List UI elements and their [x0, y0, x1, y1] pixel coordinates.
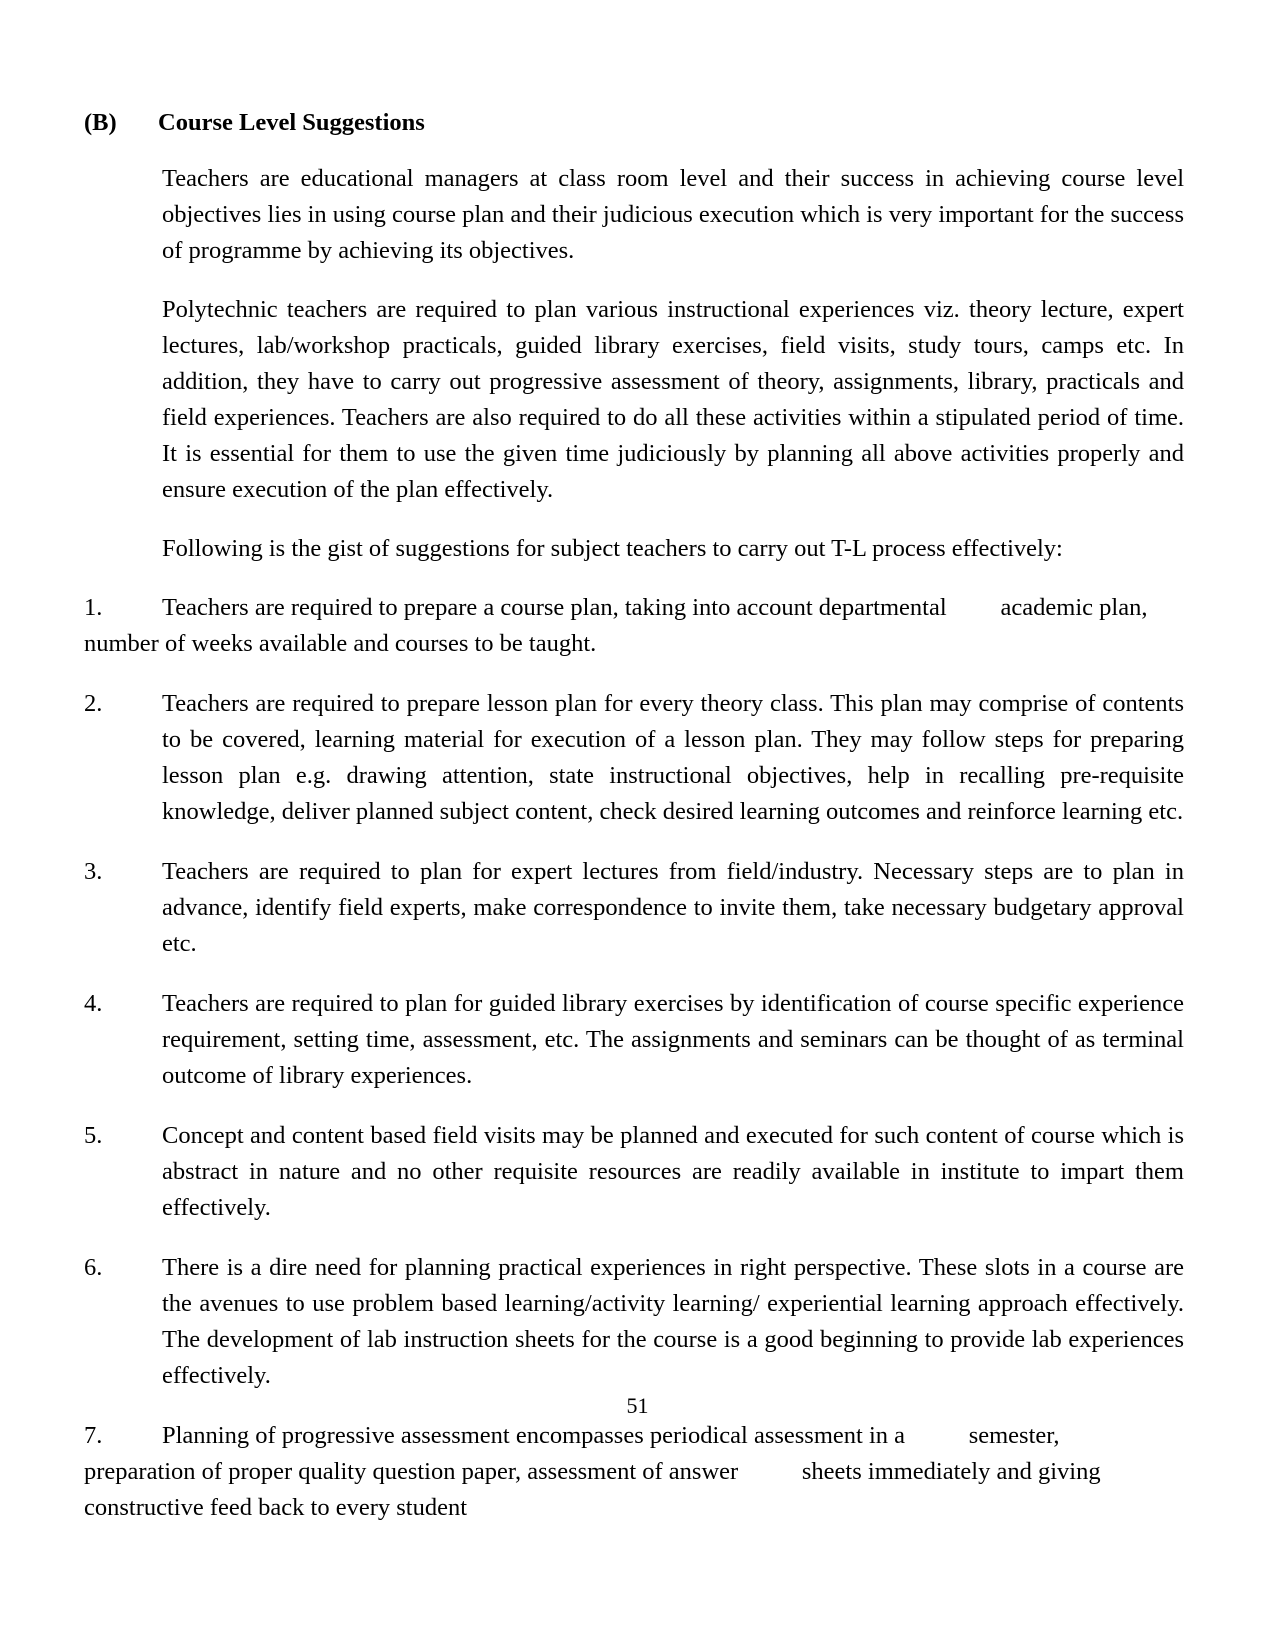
list-item-text: Planning of progressive assessment encompasses periodical assessment in a: [162, 1422, 906, 1450]
list-item-number: 7.: [84, 1422, 103, 1450]
list-item-7: [84, 1418, 1184, 1526]
list-item-2: [84, 686, 1184, 830]
list-item-text: Teachers are required to prepare lesson plan for every theory class. This plan may comprise of contents to be covered, learning material for execution of a lesson plan. They may follow steps for preparing lesson plan e.g. drawing attention, state instructional objectives, help in recalling pre-requisite knowledge, deliver planned subject content, check desired learning outcomes and reinforce learning etc.: [162, 690, 1184, 826]
section-heading: [84, 108, 1184, 137]
list-item-number: 5.: [84, 1122, 103, 1150]
list-item-6: [84, 1250, 1184, 1394]
list-item-text: There is a dire need for planning practical experiences in right perspective. These slots in a course are the avenues to use problem based learning/activity learning/ experiential learning approach effectively. The development of lab instruction sheets for the course is a good beginning to provide lab experiences effectively.: [162, 1254, 1184, 1390]
list-item-4: [84, 986, 1184, 1094]
page-number: 51: [626, 1393, 649, 1418]
page-title: Course Level Suggestions: [158, 109, 425, 136]
list-item-number: 1.: [84, 594, 103, 622]
list-item-text-continued: semester,: [968, 1422, 1060, 1450]
list-item-5: [84, 1118, 1184, 1226]
list-item-3: [84, 854, 1184, 962]
page-content: [84, 108, 1184, 1550]
list-item-text-continued-3: sheets immediately and giving constructive feed back to every student: [84, 1458, 1101, 1522]
list-item-text: Concept and content based field visits may be planned and executed for such content of course which is abstract in nature and no other requisite resources are readily available in institute to impart them effectively.: [162, 1122, 1184, 1222]
section-label: (B): [84, 109, 117, 136]
intro-paragraph-1: Teachers are educational managers at class room level and their success in achieving course level objectives lies in using course plan and their judicious execution which is very important for the success of programme by achieving its objectives.: [162, 165, 1184, 265]
list-item-text-continued-2: preparation of proper quality question paper, assessment of answer: [84, 1458, 739, 1486]
list-item-text-continued: academic plan, number of weeks available and courses to be taught.: [84, 594, 1148, 658]
list-item-number: 4.: [84, 990, 103, 1018]
intro-paragraph-3: Following is the gist of suggestions for subject teachers to carry out T-L process effectively:: [162, 535, 1063, 563]
list-item-number: 2.: [84, 690, 103, 718]
list-item-1: [84, 590, 1184, 662]
list-item-text: Teachers are required to prepare a course plan, taking into account departmental: [162, 594, 947, 622]
list-item-text: Teachers are required to plan for expert lectures from field/industry. Necessary steps are to plan in advance, identify field experts, make correspondence to invite them, take necessary budgetary approval etc.: [162, 858, 1184, 958]
list-item-number: 6.: [84, 1254, 103, 1282]
list-item-number: 3.: [84, 858, 103, 886]
intro-paragraph-2: Polytechnic teachers are required to plan various instructional experiences viz. theory lecture, expert lectures, lab/workshop practicals, guided library exercises, field visits, study tours, camps etc. In addition, they have to carry out progressive assessment of theory, assignments, library, practicals and field experiences. Teachers are also required to do all these activities within a stipulated period of time. It is essential for them to use the given time judiciously by planning all above activities properly and ensure execution of the plan effectively.: [162, 296, 1184, 504]
list-item-text: Teachers are required to plan for guided library exercises by identification of course specific experience requirement, setting time, assessment, etc. The assignments and seminars can be thought of as terminal outcome of library experiences.: [162, 990, 1184, 1090]
